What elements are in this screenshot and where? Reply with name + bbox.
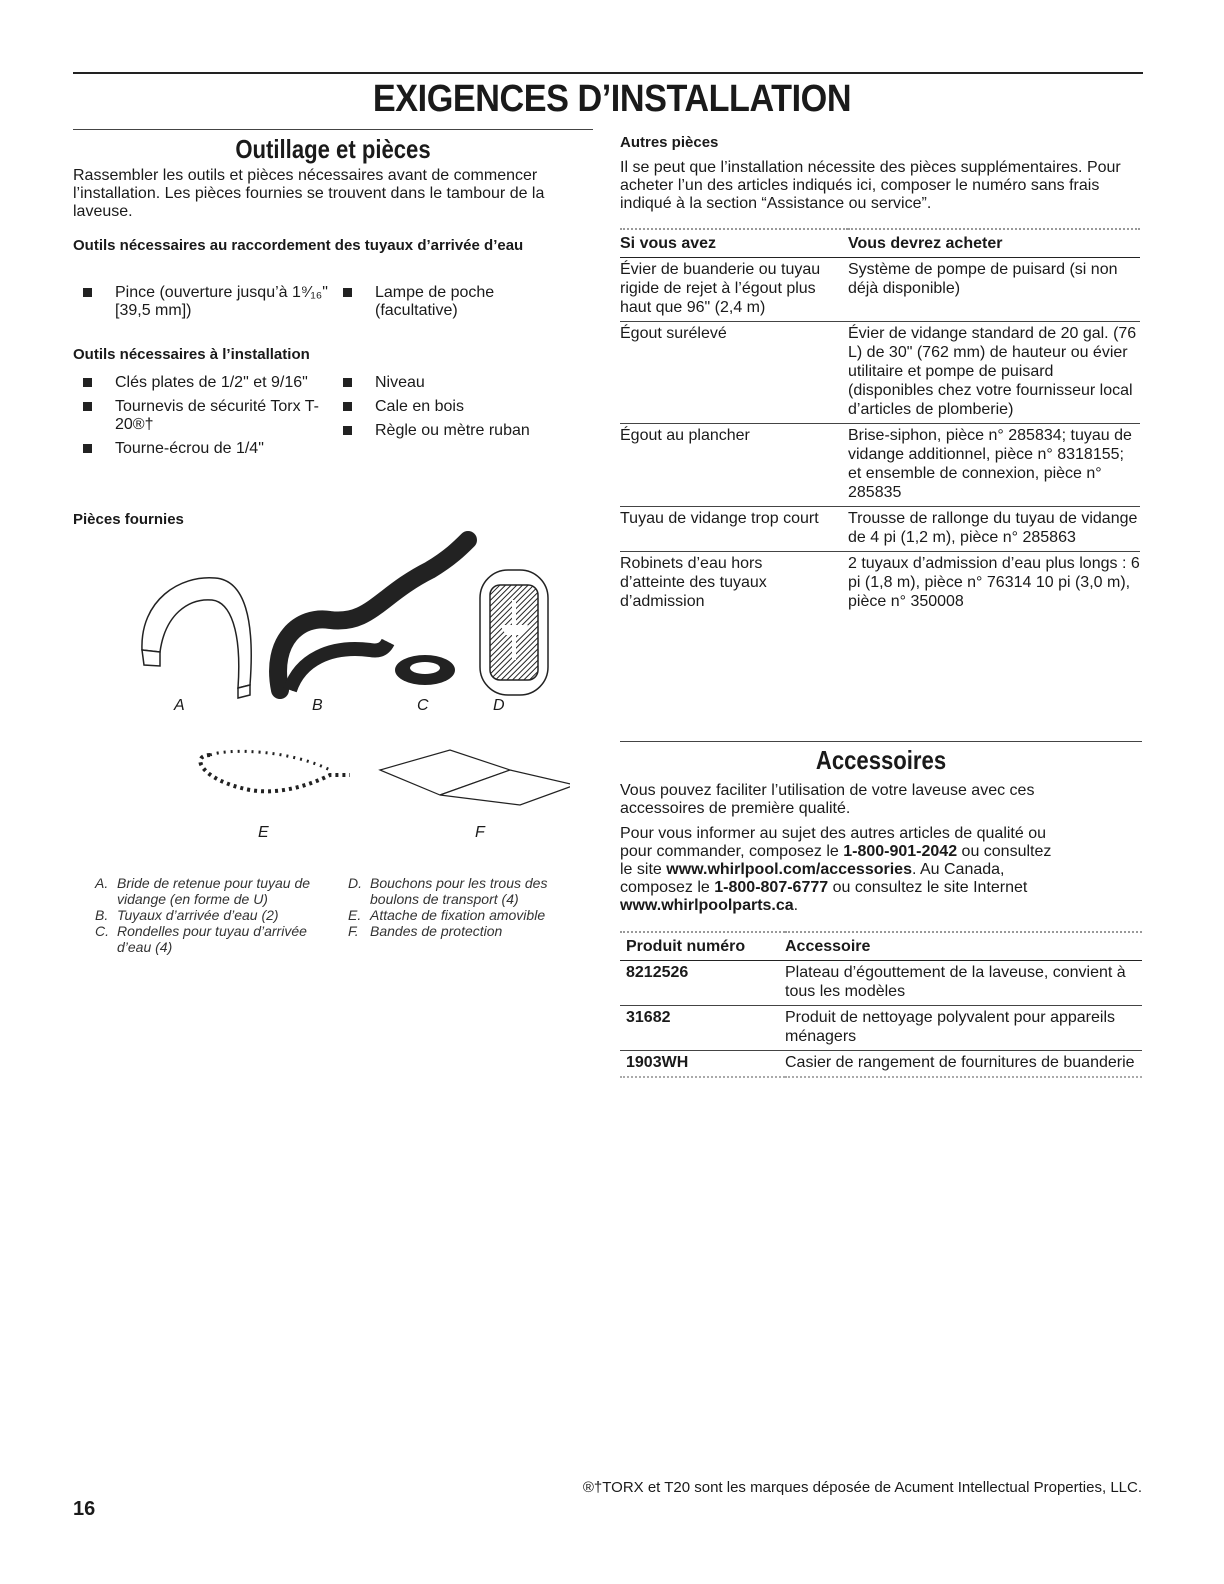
table-header: Accessoire [785,932,1142,961]
cable-tie-icon [200,751,350,791]
part-letter-a: A [174,697,185,714]
top-rule [73,72,1143,74]
page-number: 16 [73,1498,96,1520]
caption-item: B. Tuyaux d’arrivée d’eau (2) [95,907,279,923]
water-tools-list-2 [333,284,573,326]
list-item: Lampe de poche (facultative) [333,284,573,320]
table-cell: Produit de nettoyage polyvalent pour appareils ménagers [785,1006,1142,1051]
list-item: Cale en bois [333,398,573,416]
table-row [620,552,1140,616]
table-cell: Évier de buanderie ou tuyau rigide de rejet à l’égout plus haut que 96" (2,4 m) [620,258,848,322]
table-header: Si vous avez [620,229,848,258]
table-row [620,258,1140,322]
accessoires-intro: Vous pouvez faciliter l’utilisation de votre laveuse avec ces accessoires de première qualité. [620,782,1035,817]
list-item: Pince (ouverture jusqu’à 1⁹⁄₁₆" [39,5 mm]) [73,284,333,320]
captions-col-2 [348,875,588,939]
water-tools-list-1 [73,284,333,326]
list-item: Clés plates de 1/2" et 9/16" [73,374,323,392]
protection-strips-icon [380,750,570,805]
autres-heading: Autres pièces [620,134,719,151]
table-cell: 31682 [620,1006,785,1051]
table-header-row [620,229,1140,258]
accessoires-contact: Pour vous informer au sujet des autres articles de qualité ou pour commander, composez le 1-800-901-2042 ou consultez le site www.whirlpool.com/accessories. Au Canada, composez le 1-800-807-6777 ou consultez le site Internet www.whirlpoolparts.ca. [620,825,1052,914]
table-cell: Tuyau de vidange trop court [620,507,848,552]
table-cell: Casier de rangement de fournitures de buanderie [785,1051,1142,1078]
list-item: Niveau [333,374,573,392]
table-cell: Robinets d’eau hors d’atteinte des tuyaux d’admission [620,555,767,610]
table-row [620,507,1140,552]
caption-item: F. Bandes de protection [348,923,503,939]
parts-purchase-table [620,228,1140,615]
caption-item: C. Rondelles pour tuyau d’arrivée d’eau (4) [95,923,307,955]
list-item: Règle ou mètre ruban [333,422,573,440]
part-letter-d: D [493,697,505,714]
phone-ca[interactable]: 1-800-807-6777 [714,879,829,896]
transport-plug-icon [480,570,548,695]
part-letter-e: E [258,824,269,841]
table-cell: 1903WH [620,1051,785,1078]
table-row [620,424,1140,507]
url-ca-link[interactable]: www.whirlpoolparts.ca [620,897,794,914]
heading-accessoires: Accessoires [815,745,947,775]
table-cell: Système de pompe de puisard (si non déjà disponible) [848,258,1140,322]
caption-item: E. Attache de fixation amovible [348,907,546,923]
heading-outillage: Outillage et pièces [235,134,431,164]
table-row [620,1051,1142,1078]
section-rule [620,741,1142,742]
install-tools-list-1 [73,374,323,464]
caption-item: D. Bouchons pour les trous des boulons de transport (4) [348,875,548,907]
table-header: Vous devrez acheter [848,229,1140,258]
table-cell: Égout surélevé [620,322,848,424]
hose-clamp-icon [142,578,251,698]
table-header-row [620,932,1142,961]
table-cell: Égout au plancher [620,424,848,507]
table-cell: Brise-siphon, pièce n° 285834; tuyau de vidange additionnel, pièce n° 8318155; et ensemble de connexion, pièce n° 285835 [848,424,1140,507]
section-rule [73,129,593,130]
caption-item: A. Bride de retenue pour tuyau de vidange (en forme de U) [95,875,311,907]
table-header: Produit numéro [620,932,785,961]
parts-heading: Pièces fournies [73,511,184,528]
install-tools-list-2 [333,374,573,446]
table-cell: Évier de vidange standard de 20 gal. (76 L) de 30" (762 mm) de hauteur ou évier utilitaire et pompe de puisard (disponibles chez votre fournisseur local d’articles de plomberie) [848,322,1140,424]
list-item: Tournevis de sécurité Torx T-20®† [73,398,323,434]
url-us-link[interactable]: www.whirlpool.com/accessories [666,861,912,878]
accessories-table [620,931,1142,1078]
list-item: Tourne-écrou de 1/4" [73,440,323,458]
footnote: ®†TORX et T20 sont les marques déposée de Acument Intellectual Properties, LLC. [582,1479,1142,1496]
page-title: EXIGENCES D’INSTALLATION [372,78,852,120]
washer-ring-icon [395,655,455,685]
part-letter-f: F [475,824,485,841]
table-row [620,322,1140,424]
water-tools-heading: Outils nécessaires au raccordement des tuyaux d’arrivée d’eau [73,237,524,254]
autres-intro: Il se peut que l’installation nécessite des pièces supplémentaires. Pour acheter l’un des articles indiqués ici, composer le numéro sans frais indiqué à la section “Assistance ou service”. [620,159,1121,212]
part-letter-b: B [312,697,323,714]
captions-col-1 [95,875,335,955]
outillage-intro: Rassembler les outils et pièces nécessaires avant de commencer l’installation. Les pièces fournies se trouvent dans le tambour de la laveuse. [73,167,545,220]
table-cell: Trousse de rallonge du tuyau de vidange de 4 pi (1,2 m), pièce n° 285863 [848,507,1140,552]
table-cell: 2 tuyaux d’admission d’eau plus longs : 6 pi (1,8 m), pièce n° 76314 10 pi (3,0 m), pièce n° 350008 [848,555,1140,610]
parts-illustration [130,530,570,860]
table-cell: 8212526 [620,961,785,1006]
phone-us[interactable]: 1-800-901-2042 [843,843,958,860]
install-tools-heading: Outils nécessaires à l’installation [73,346,310,363]
table-row [620,1006,1142,1051]
table-cell: Plateau d’égouttement de la laveuse, convient à tous les modèles [785,961,1142,1006]
part-letter-c: C [417,697,429,714]
table-row [620,961,1142,1006]
